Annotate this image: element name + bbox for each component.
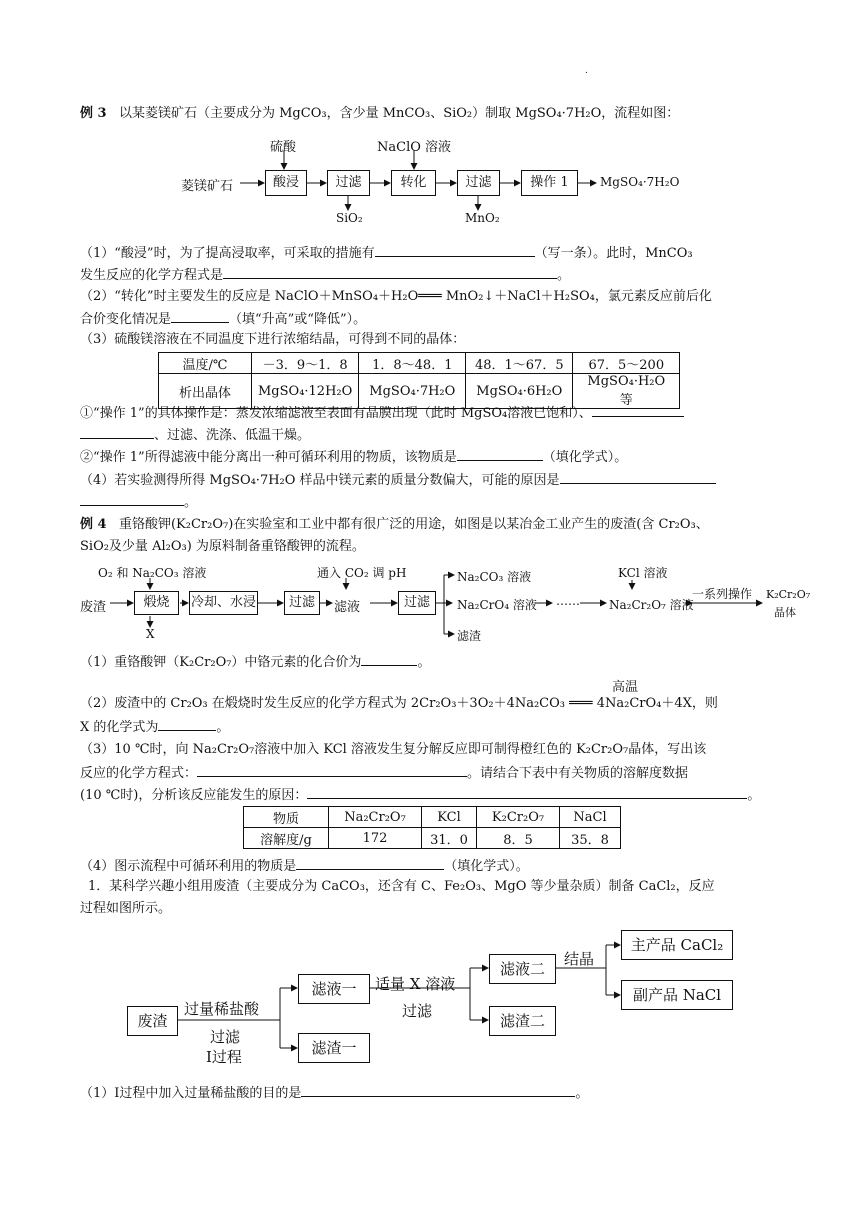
- ex3-step-convert: 转化: [391, 170, 436, 196]
- ex3-intro: 以某菱镁矿石（主要成分为 MgCO₃，含少量 MnCO₃、SiO₂）制取 MgSO₄·7H₂O，流程如图：: [118, 106, 680, 121]
- ex4-step-filter-1: 过滤: [284, 591, 320, 615]
- p1-step-waste: 废渣: [127, 1006, 178, 1036]
- ex3-q1c: 发生反应的化学方程式是: [80, 268, 224, 283]
- ex4-step-calcine: 煅烧: [134, 591, 179, 615]
- ex4-q3b: 反应的化学方程式：: [80, 766, 198, 781]
- table-cell: 172: [329, 828, 422, 849]
- ex4-flow-na2cro4: Na₂CrO₄ 溶液: [457, 598, 537, 612]
- ex4-flow-start: 废渣: [80, 600, 107, 615]
- ex4-q4b: （填化学式）。: [444, 859, 529, 874]
- p1-q1-line: [80, 1083, 782, 1103]
- p1-step-filtrate-1: 滤液一: [298, 974, 370, 1004]
- ex4-flow-na2cr2o7: Na₂Cr₂O₇ 溶液: [609, 598, 694, 612]
- ex4-q4a: （4）图示流程中可循环利用的物质是: [80, 859, 297, 874]
- ex3-flow-sio2: SiO₂: [336, 211, 363, 225]
- ex4-flow-filtrate: 滤液: [334, 600, 361, 615]
- p1-q1b: 。: [575, 1086, 589, 1101]
- ex3-q1b: （写一条）。此时，MnCO₃: [534, 246, 693, 261]
- ex3-step-acid-leach: 酸浸: [265, 170, 307, 196]
- ex4-flow-residue: 滤渣: [457, 629, 482, 643]
- ex3-flow-start: 菱镁矿石: [181, 179, 234, 194]
- ex4-intro1: 重铬酸钾(K₂Cr₂O₇)在实验室和工业中都有很广泛的用途，如图是以某冶金工业产生的废渣(含 Cr₂O₃、: [118, 517, 709, 532]
- p1-flow-process: Ⅰ过程: [206, 1048, 242, 1066]
- ex4-q2a: （2）废渣中的 Cr₂O₃ 在煅烧时发生反应的化学方程式为 2Cr₂O₃＋3O₂＋4Na₂CO₃ ═══ 4Na₂CrO₄＋4X，则: [80, 696, 718, 711]
- page-mark: .: [585, 66, 588, 76]
- table-cell: MgSO₄·12H₂O: [252, 374, 359, 409]
- ex4-flow-na2co3: Na₂CO₃ 溶液: [457, 570, 532, 584]
- ex3-q4a: （4）若实验测得所得 MgSO₄·7H₂O 样品中镁元素的质量分数偏大，可能的原因是: [80, 473, 560, 488]
- ex4-flow-o2: O₂ 和 Na₂CO₃ 溶液: [98, 566, 207, 580]
- table-cell: 1．8～48．1: [359, 353, 466, 374]
- p1-step-side-product: 副产品 NaCl: [621, 980, 733, 1010]
- ex4-flow-series: 一系列操作: [692, 587, 753, 601]
- p1-q1-blank[interactable]: [301, 1083, 575, 1097]
- ex4-label: 例 4: [80, 517, 107, 532]
- table-cell: MgSO₄·7H₂O: [359, 374, 466, 409]
- table-cell: 析出晶体: [159, 374, 252, 409]
- ex4-q2c: 。: [216, 720, 230, 735]
- table-cell: NaCl: [560, 807, 621, 828]
- ex4-step-cool: 冷却、水浸: [189, 591, 258, 615]
- table-cell: 31．0: [422, 828, 477, 849]
- ex3-flow-mno2: MnO₂: [465, 211, 500, 225]
- ex3-q3: （3）硫酸镁溶液在不同温度下进行浓缩结晶，可得到不同的晶体：: [80, 332, 466, 347]
- ex3-q3-1b: 、过滤、洗涤、低温干燥。: [154, 428, 311, 443]
- table-cell: 48．1～67．5: [466, 353, 573, 374]
- ex3-step-filter-1: 过滤: [327, 170, 370, 196]
- table-cell: MgSO₄·H₂O 等: [573, 374, 680, 409]
- ex4-q3a: （3）10 ℃时，向 Na₂Cr₂O₇溶液中加入 KCl 溶液发生复分解反应即可制得橙红色的 K₂Cr₂O₇晶体，写出该: [80, 742, 707, 757]
- table-cell: 8．5: [477, 828, 560, 849]
- ex3-q3-2a: ②“操作 1”所得滤液中能分离出一种可循环利用的物质，该物质是: [80, 450, 457, 465]
- table-cell: －3．9～1．8: [252, 353, 359, 374]
- p1-step-main-product: 主产品 CaCl₂: [621, 930, 733, 960]
- ex3-step-filter-2: 过滤: [457, 170, 500, 196]
- ex4-intro2: SiO₂及少量 Al₂O₃) 为原料制备重铬酸钾的流程。: [80, 539, 365, 554]
- p1-flow-crystal: 结晶: [564, 950, 595, 968]
- table-cell: 温度/℃: [159, 353, 252, 374]
- ex4-flow-dots: ……: [556, 594, 580, 608]
- ex4-flow-x: X: [146, 627, 155, 641]
- ex4-flow-product1: K₂Cr₂O₇: [766, 588, 811, 601]
- p1-intro1: 1．某科学兴趣小组用废渣（主要成分为 CaCO₃，还含有 C、Fe₂O₃、MgO 等少量杂质）制备 CaCl₂，反应: [88, 879, 715, 894]
- ex4-q1a: （1）重铬酸钾（K₂Cr₂O₇）中铬元素的化合价为: [80, 655, 362, 670]
- table-cell: 物质: [244, 807, 329, 828]
- table-cell: 溶解度/g: [244, 828, 329, 849]
- ex4-q3d: (10 ℃时)，分析该反应能发生的原因：: [80, 788, 308, 803]
- ex3-q3-2b: （填化学式）。: [542, 450, 628, 465]
- ex4-flow-co2: 通入 CO₂ 调 pH: [317, 566, 407, 580]
- p1-intro2: 过程如图所示。: [80, 901, 172, 916]
- p1-step-residue-1: 滤渣一: [298, 1033, 370, 1063]
- ex3-q2b: 合价变化情况是: [80, 312, 172, 327]
- p1-flow-acid: 过量稀盐酸: [184, 1000, 260, 1018]
- p1-step-residue-2: 滤渣二: [489, 1006, 556, 1036]
- ex4-flow-kcl: KCl 溶液: [618, 566, 668, 580]
- ex3-q3-1a: ①“操作 1”的具体操作是：蒸发浓缩滤液至表面有晶膜出现（此时 MgSO₄溶液已饱和）、: [80, 406, 592, 421]
- ex4-q2b: X 的化学式为: [80, 720, 159, 735]
- table-cell: KCl: [422, 807, 477, 828]
- table-cell: MgSO₄·6H₂O: [466, 374, 573, 409]
- ex4-q3e: 。: [747, 788, 761, 803]
- ex3-q2a: （2）“转化”时主要发生的反应是 NaClO＋MnSO₄＋H₂O═══ MnO₂↓＋NaCl＋H₂SO₄，氯元素反应前后化: [80, 289, 712, 304]
- ex3-flow-product: MgSO₄·7H₂O: [600, 175, 680, 189]
- ex3-q1d: 。: [557, 268, 571, 283]
- ex4-q1b: 。: [417, 655, 431, 670]
- ex3-q2c: （填“升高”或“降低”）。: [229, 312, 367, 327]
- table-cell: K₂Cr₂O₇: [477, 807, 560, 828]
- ex4-flow-product2: 晶体: [774, 606, 796, 619]
- p1-flow-filter: 过滤: [210, 1028, 241, 1046]
- ex3-q4b: 。: [184, 495, 198, 510]
- table-cell: Na₂Cr₂O₇: [329, 807, 422, 828]
- table-cell: 67．5～200: [573, 353, 680, 374]
- ex3-flow-naclo: NaClO 溶液: [377, 140, 452, 155]
- ex3-q1a: （1）“酸浸”时，为了提高浸取率，可采取的措施有: [80, 246, 375, 261]
- p1-q1a: （1）Ⅰ过程中加入过量稀盐酸的目的是: [80, 1086, 302, 1101]
- table-cell: 35．8: [560, 828, 621, 849]
- ex3-label: 例 3: [80, 106, 107, 121]
- p1-flow-filter-2: 过滤: [402, 1002, 433, 1020]
- ex3-step-operation-1: 操作 1: [521, 170, 578, 196]
- ex3-flow-acid: 硫酸: [270, 140, 297, 155]
- ex4-q3c: 。请结合下表中有关物质的溶解度数据: [467, 766, 689, 781]
- p1-step-filtrate-2: 滤液二: [489, 954, 556, 984]
- p1-flow-xsol: 适量 X 溶液: [375, 975, 456, 993]
- ex4-step-filter-2: 过滤: [398, 591, 436, 615]
- ex4-condition: 高温: [612, 680, 639, 695]
